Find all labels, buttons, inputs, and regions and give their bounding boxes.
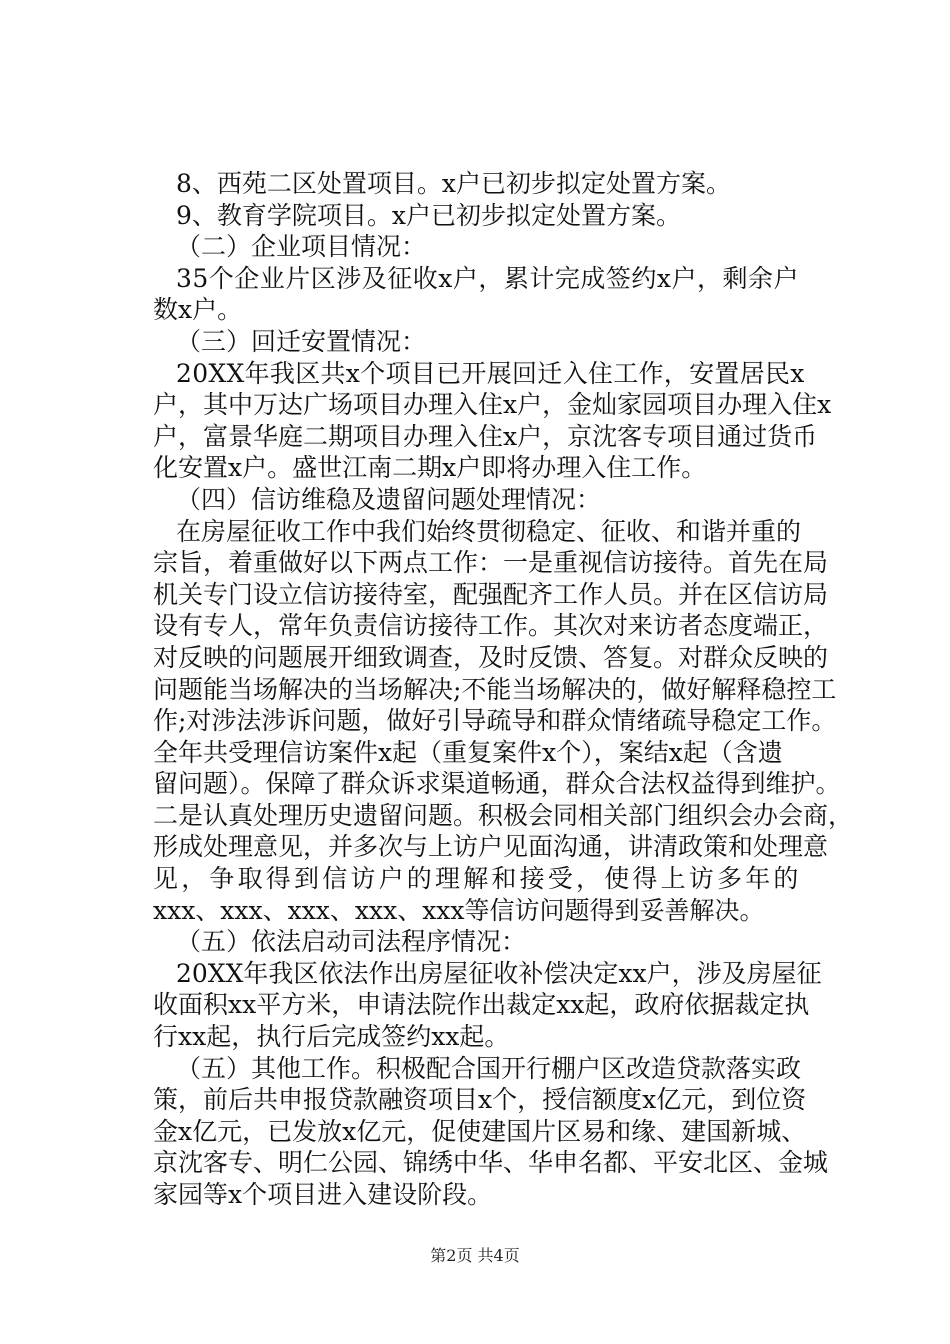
text-line: （三）回迁安置情况： xyxy=(176,326,427,356)
text-line: xxx、xxx、xxx、xxx、xxx等信访问题得到妥善解决。 xyxy=(153,895,765,925)
text-line: 机关专门设立信访接待室，配强配齐工作人员。并在区信访局 xyxy=(153,579,829,609)
text-line: 20XX年我区依法作出房屋征收补偿决定xx户，涉及房屋征 xyxy=(176,958,822,988)
text-line: 宗旨，着重做好以下两点工作：一是重视信访接待。首先在局 xyxy=(153,548,829,578)
text-line: （四）信访维稳及遗留问题处理情况： xyxy=(176,484,602,514)
text-line: （五）其他工作。积极配合国开行棚户区改造贷款落实政 xyxy=(176,1053,802,1083)
text-line: 在房屋征收工作中我们始终贯彻稳定、征收、和谐并重的 xyxy=(176,516,802,546)
text-line: 留问题）。保障了群众诉求渠道畅通，群众合法权益得到维护。 xyxy=(153,769,841,799)
text-line: （五）依法启动司法程序情况： xyxy=(176,927,527,957)
text-line: 家园等x个项目进入建设阶段。 xyxy=(153,1180,493,1209)
text-line: 数x户。 xyxy=(153,295,243,325)
text-line: 户，富景华庭二期项目办理入住x户，京沈客专项目通过货币 xyxy=(153,421,818,451)
text-line: 二是认真处理历史遗留问题。积极会同相关部门组织会办会商， xyxy=(153,800,854,830)
text-line: 20XX年我区共x个项目已开展回迁入住工作，安置居民x xyxy=(176,358,805,388)
text-line: 全年共受理信访案件x起（重复案件x个），案结x起（含遗 xyxy=(153,737,783,767)
text-line: 收面积xx平方米，申请法院作出裁定xx起，政府依据裁定执 xyxy=(153,990,810,1020)
text-line: （二）企业项目情况： xyxy=(176,232,427,262)
page-number: 第2页 共4页 xyxy=(430,1246,520,1265)
text-line: 9、教育学院项目。x户已初步拟定处置方案。 xyxy=(176,200,682,230)
text-line: 作;对涉法涉诉问题，做好引导疏导和群众情绪疏导稳定工作。 xyxy=(153,706,837,736)
text-line: 对反映的问题展开细致调查，及时反馈、答复。对群众反映的 xyxy=(153,642,829,672)
text-line: 行xx起，执行后完成签约xx起。 xyxy=(153,1022,510,1052)
text-line: 设有专人，常年负责信访接待工作。其次对来访者态度端正， xyxy=(153,611,829,641)
text-line: 京沈客专、明仁公园、锦绣中华、华申名都、平安北区、金城 xyxy=(153,1148,829,1178)
text-line: 问题能当场解决的当场解决;不能当场解决的，做好解释稳控工 xyxy=(153,674,837,704)
text-line: 策，前后共申报贷款融资项目x个，授信额度x亿元，到位资 xyxy=(153,1085,807,1115)
text-line: 形成处理意见，并多次与上访户见面沟通，讲清政策和处理意 xyxy=(153,832,829,862)
page-footer xyxy=(0,1246,950,1266)
text-line: 户，其中万达广场项目办理入住x户，金灿家园项目办理入住x xyxy=(153,390,832,420)
text-line: 金x亿元，已发放x亿元，促使建国片区易和缘、建国新城、 xyxy=(153,1116,807,1146)
text-line: 35个企业片区涉及征收x户，累计完成签约x户，剩余户 xyxy=(176,263,800,293)
document-body xyxy=(153,168,854,1211)
text-line: 化安置x户。盛世江南二期x户即将办理入住工作。 xyxy=(153,453,707,483)
text-line: 8、西苑二区处置项目。x户已初步拟定处置方案。 xyxy=(176,169,732,198)
text-line: 见，争取得到信访户的理解和接受，使得上访多年的 xyxy=(153,864,802,894)
